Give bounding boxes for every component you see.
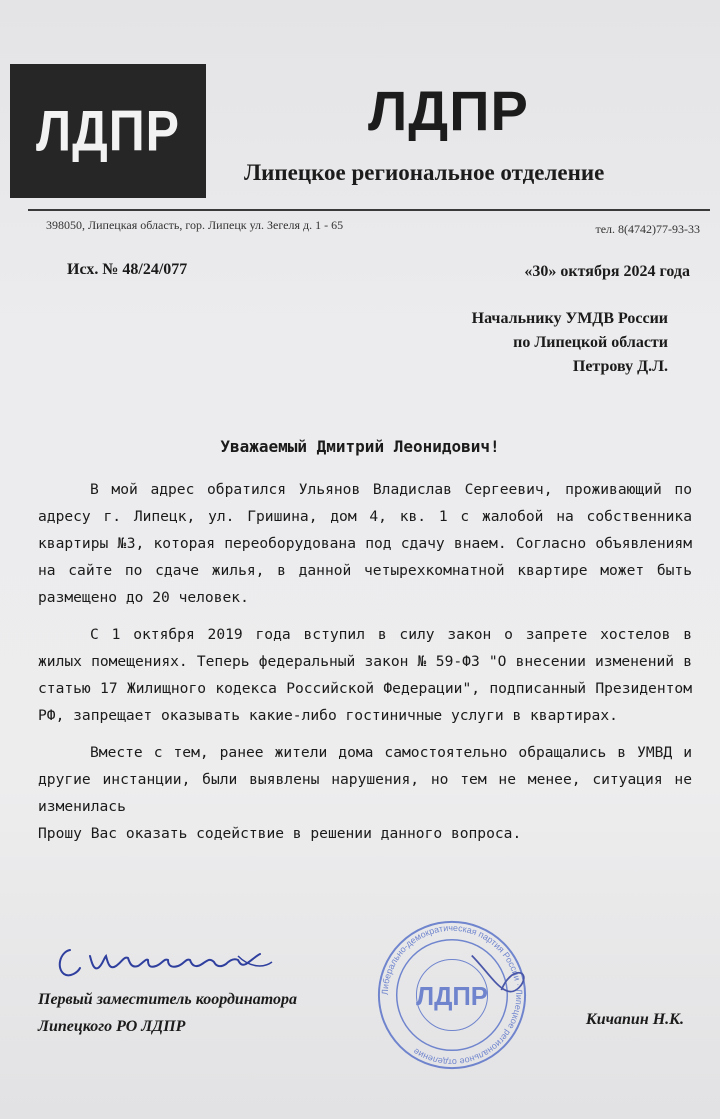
party-stamp (373, 916, 531, 1074)
signer-position (38, 986, 297, 1040)
addressee-line: Начальнику УМДВ России (471, 310, 668, 327)
signer-position-line: Первый заместитель координатора (38, 991, 297, 1008)
handwritten-signature (50, 938, 280, 988)
body-paragraph: Вместе с тем, ранее жители дома самостоятельно обращались в УМВД и другие инстанции, были выявлены нарушения, но тем не менее, ситуация не изменилась (38, 744, 692, 815)
logo-text: ЛДПР (36, 98, 180, 164)
addressee-block (472, 307, 668, 379)
signer-position-line: Липецкого РО ЛДПР (38, 1018, 186, 1035)
body-paragraph: В мой адрес обратился Ульянов Владислав Сергеевич, проживающий по адресу г. Липецк, ул. Гришина, дом 4, кв. 1 с жалобой на собственника квартиры №3, которая переоборудована под сдачу внаем. Согласно объявлениям на сайте по сдаче жилья, в данной четырехкомнатной квартире может быть размещено до 20 человек. (38, 481, 692, 606)
request-paragraph: Прошу Вас оказать содействие в решении данного вопроса. (38, 825, 522, 842)
party-logo (10, 64, 206, 198)
letterhead-subtitle: Липецкое региональное отделение (244, 160, 605, 185)
stamp-ring-text: Либерально-демократическая партия России · Липецкое региональное отделение (379, 922, 525, 1068)
addressee-line: Петрову Д.Л. (572, 358, 668, 375)
greeting: Уважаемый Дмитрий Леонидович! (220, 437, 500, 456)
body-paragraph: С 1 октября 2019 года вступил в силу закон о запрете хостелов в жилых помещениях. Теперь федеральный закон № 59-ФЗ "О внесении изменений в статью 17 Жилищного кодекса Российской Федерации", подписанный Президентом РФ, запрещает оказывать какие-либо гостиничные услуги в квартирах. (38, 626, 692, 724)
letterhead-address: 398050, Липецкая область, гор. Липецк ул. Зегеля д. 1 - 65 (46, 218, 344, 232)
letterhead-title: ЛДПР (368, 79, 529, 142)
stamp-center-text: ЛДПР (416, 982, 488, 1011)
letter-body (38, 476, 692, 857)
header-divider (28, 209, 710, 211)
outgoing-number: Исх. № 48/24/077 (67, 261, 188, 278)
addressee-line: по Липецкой области (513, 334, 668, 351)
signer-name: Кичапин Н.К. (585, 1011, 684, 1028)
letter-date: «30» октября 2024 года (524, 263, 690, 280)
letterhead-phone: тел. 8(4742)77-93-33 (595, 222, 700, 236)
